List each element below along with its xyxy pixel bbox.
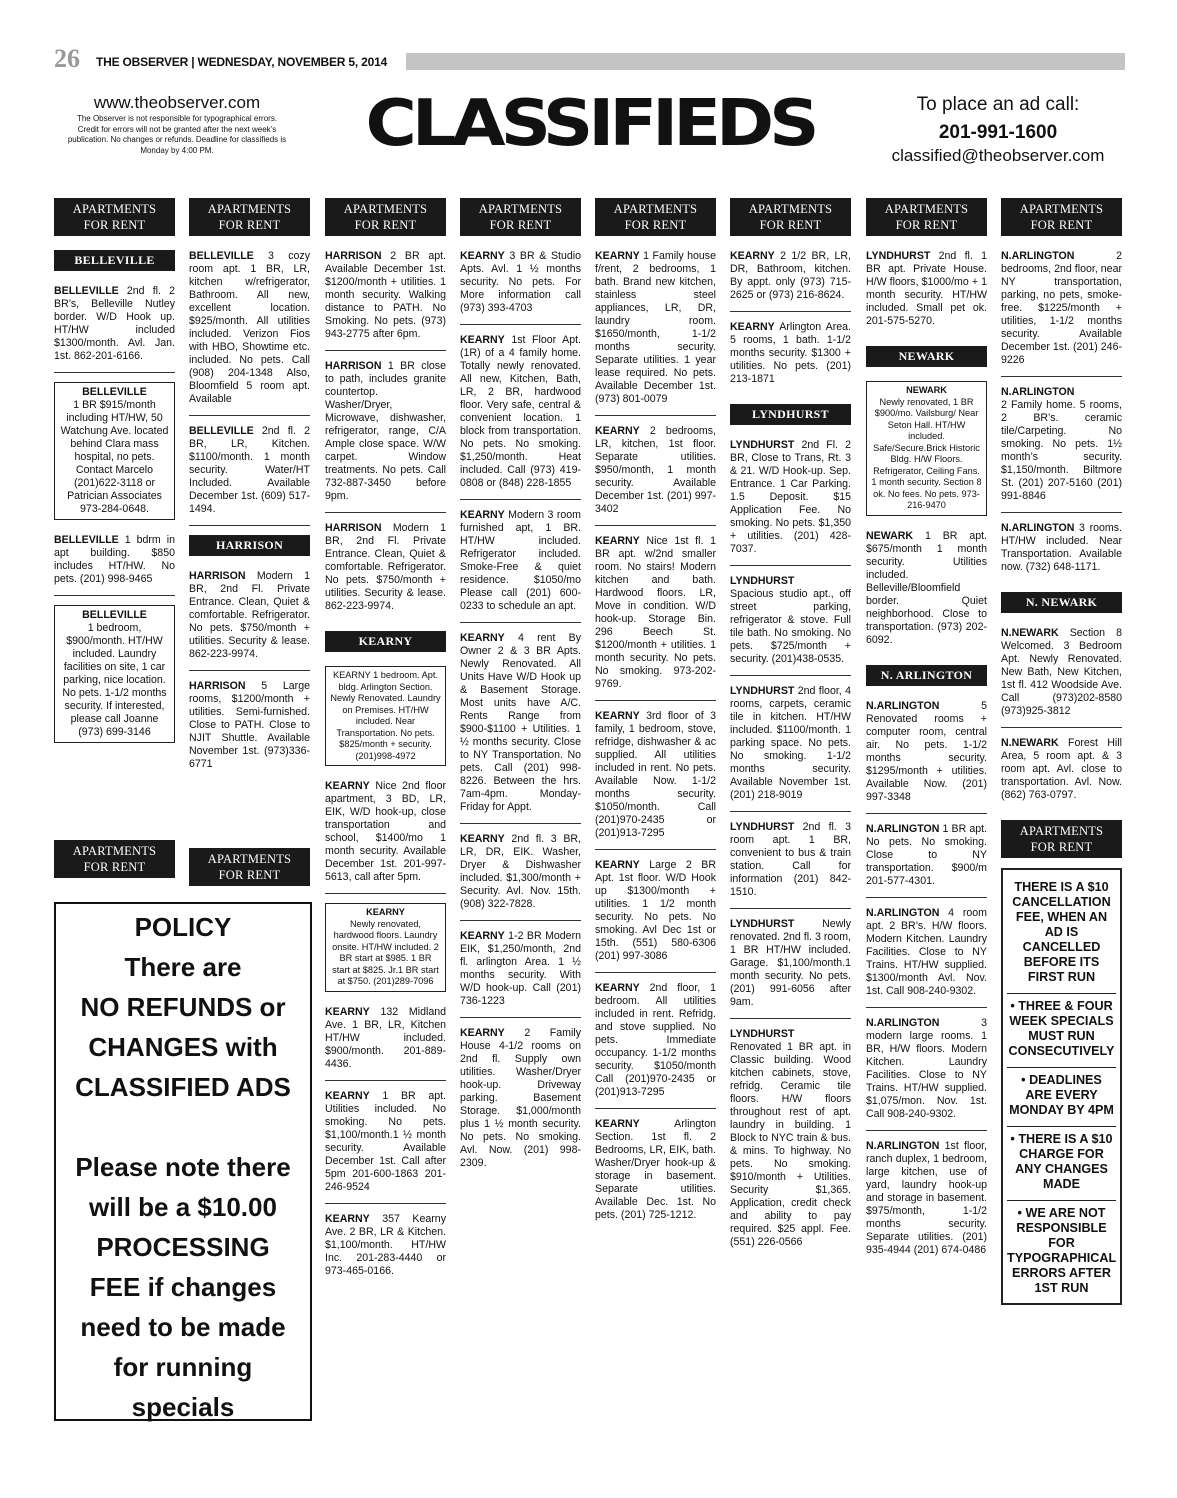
ad-listing: LYNDHURST 2nd floor, 4 rooms, carpets, ceramic tile in kitchen. HT/HW included. $1100/month. 1 parking space. No pets. No smoking. 1-1/2 months security. Available November 1st. (201) 218-9019 (730, 685, 851, 812)
ad-listing: BELLEVILLE 2nd fl. 2 BR, LR, Kitchen. $1100/month. 1 month security. Water/HT Included. Available December 1st. (609) 517-1494. (189, 425, 310, 526)
ad-listing: N.NEWARK Forest Hill Area, 5 room apt. & 3 room apt. Avl. close to transportation. Avl. Now. (862) 763-0797. (1001, 737, 1122, 801)
boxed-ad: BELLEVILLE 1 bedroom, $900/month. HT/HW included. Laundry facilities on site, 1 car parking, nice location. No pets. 1-1/2 months security. If interested, please call Joanne (973) 699-3146 (54, 605, 175, 743)
section-header: APARTMENTS FOR RENT (189, 848, 310, 886)
ad-town: BELLEVILLE (189, 425, 254, 437)
ad-listing: BELLEVILLE 2nd fl. 2 BR’s, Belleville Nutley border. W/D Hook up. HT/HW included $1300/month. Avl. Jan. 1st. 862-201-6166. (54, 285, 175, 373)
contact-phone[interactable]: 201-991-1600 (938, 122, 1058, 143)
ad-town: KEARNY (595, 982, 640, 994)
section-header: APARTMENTS FOR RENT (189, 198, 310, 236)
ad-listing: KEARNY 1 Family house f/rent, 2 bedrooms, 1 bath. Brand new kitchen, stainless steel appliances, LR, DR, laundry room. $1650/month, 1-1/2 months security. Separate utilities. 1 year lease required. No pets. Available December 1st. (973) 801-0079 (595, 250, 716, 416)
ad-town: N.ARLINGTON (866, 1139, 940, 1152)
ad-town: N.ARLINGTON (866, 699, 940, 712)
town-header: NEWARK (866, 346, 987, 367)
section-header: APARTMENTS FOR RENT (460, 198, 581, 236)
boxed-ad: KEARNY Newly renovated, hardwood floors. Laundry onsite. HT/HW included. 2 BR start at $985. 1 BR start at $825. Jr.1 BR start at $750. (201)289-7096 (325, 903, 446, 992)
notice-item: • THERE IS A $10 CHARGE FOR ANY CHANGES MADE (1007, 1127, 1116, 1201)
ad-listing: N.ARLINGTON 3 rooms. HT/HW included. Near Transportation. Available now. (732) 648-1171. (1001, 522, 1122, 573)
ad-town: KEARNY (460, 509, 505, 521)
town-header: N. NEWARK (1001, 592, 1122, 613)
ad-town: N.ARLINGTON (866, 906, 940, 919)
ad-town: KEARNY (460, 250, 505, 262)
ad-listing: BELLEVILLE 3 cozy room apt. 1 BR, LR, kitchen w/refrigerator, Bathroom. All new, excellent location. $925/month. All utilities included. Verizon Fios with HBO, Showtime etc. included. No pets. Call (908) 204-1348 Also, Bloomfield 5 room apt. Available (189, 250, 310, 416)
section-header: APARTMENTS FOR RENT (1001, 820, 1122, 858)
ad-listing: KEARNY 2nd floor, 1 bedroom. All utilities included in rent. Refridg. and stove supplied. No pets. Immediate occupancy. 1-1/2 months security. $1050/month Call (201)970-2435 or (201)913-7295 (595, 982, 716, 1109)
ad-town: KEARNY (730, 321, 775, 333)
ad-town: LYNDHURST (866, 250, 931, 262)
ad-listing: LYNDHURST Newly renovated. 2nd fl. 3 room, 1 BR HT/HW included. Garage. $1,100/month.1 month security. No pets. (201) 991-6056 after 9am. (730, 918, 851, 1019)
ad-listing: KEARNY 2nd fl. 3 BR, LR, DR, EIK. Washer, Dryer & Dishwasher included. $1,300/month + Security. Avl. Nov. 15th. (908) 322-7828. (460, 833, 581, 921)
boxed-ad: KEARNY 1 bedroom. Apt. bldg. Arlington Section. Newly Renovated. Laundry on Premises. HT/HW included. Near Transportation. No pets. $825/month + security. (201)998-4972 (325, 666, 446, 766)
ad-listing: KEARNY Nice 2nd floor apartment, 3 BD, LR, EIK, W/D hook-up, close transportation and school, $1400/mo 1 month security. Available December 1st. 201-997-5613, call after 5pm. (325, 780, 446, 894)
ad-town: LYNDHURST (730, 685, 795, 697)
ad-listing: KEARNY Nice 1st fl. 1 BR apt. w/2nd smaller room. No stairs! Modern kitchen and bath. Hardwood floors. LR, Move in condition. W/D hook-up. Storage Bin. 296 Beech St. $1200/month + utilities. 1 month security. No pets. No smoking. 973-202-9769. (595, 535, 716, 701)
ad-town: KEARNY (595, 859, 640, 871)
site-info (66, 93, 288, 156)
ad-listing: KEARNY 357 Kearny Ave. 2 BR, LR & Kitchen. $1,100/month. HT/HW Inc. 201-283-4440 or 973-465-0166. (325, 1212, 446, 1277)
boxed-ad: BELLEVILLE 1 BR $915/month including HT/HW, 50 Watchung Ave. located behind Clara mass hospital, no pets. Contact Marcelo (201)622-3118 or Patrician Associates 973-284-0648. (54, 382, 175, 520)
ad-listing: LYNDHURST 2nd fl. 3 room apt. 1 BR, convenient to bus & train station. Call for information (201) 842-1510. (730, 821, 851, 909)
ad-town: KEARNY (325, 1212, 370, 1225)
ad-town: LYNDHURST (730, 575, 795, 587)
ad-town: KEARNY (460, 334, 505, 346)
ad-town: KEARNY (325, 1005, 370, 1018)
ad-listing: KEARNY Arlington Section. 1st fl. 2 Bedrooms, LR, EIK, bath. Washer/Dryer hook-up & storage in basement. Separate utilities. Available Dec. 1st. No pets. (201) 725-1212. (595, 1118, 716, 1221)
ad-town: HARRISON (325, 360, 382, 372)
ad-town: LYNDHURST (730, 439, 795, 451)
classified-column (54, 198, 175, 874)
classified-column (595, 198, 716, 1240)
ad-listing: HARRISON Modern 1 BR, 2nd Fl. Private Entrance. Clean, Quiet & comfortable. Refrigerator. No pets. $750/month + utilities. Security & lease. 862-223-9974. (189, 570, 310, 671)
notice-item: • WE ARE NOT RESPONSIBLE FOR TYPOGRAPHICAL ERRORS AFTER 1ST RUN (1007, 1206, 1117, 1295)
ad-town: BELLEVILLE (189, 250, 254, 262)
ad-town: N.ARLINGTON (866, 822, 940, 835)
ad-town: KEARNY (460, 1027, 505, 1039)
website-url[interactable]: www.theobserver.com (93, 93, 261, 112)
masthead-line: THE OBSERVER | WEDNESDAY, NOVEMBER 5, 2014 (96, 55, 388, 69)
boxed-ad: NEWARK Newly renovated, 1 BR $900/mo. Vailsburg/ Near Seton Hall. HT/HW included. Safe/Secure.Brick Historic Bldg. H/W Floors. Refrigerator, Ceiling Fans. 1 month security. Section 8 ok. No fees. No pets. 973-216-9470 (866, 381, 987, 516)
section-title: CLASSIFIEDS (365, 85, 815, 161)
ad-town: LYNDHURST (730, 918, 795, 930)
ad-listing: KEARNY 1 BR apt. Utilities included. No smoking. No pets. $1,100/month.1 ½ month security. Available December 1st. Call after 5pm 201-600-1863 201-246-9524 (325, 1090, 446, 1204)
ad-town: KEARNY (460, 930, 505, 942)
ad-listing: KEARNY 132 Midland Ave. 1 BR, LR, Kitchen HT/HW included. $900/month. 201-889-4436. (325, 1006, 446, 1081)
section-header: APARTMENTS FOR RENT (866, 198, 987, 236)
ad-town: HARRISON (189, 570, 246, 582)
classified-column (866, 198, 987, 1275)
ad-listing: NEWARK 1 BR apt. $675/month 1 month security. Utilities included. Belleville/Bloomfield border. Quiet neighborhood. Close to transportation. (973) 202-6092. (866, 529, 987, 646)
ad-town: KEARNY (595, 250, 640, 262)
ad-town: LYNDHURST (730, 1028, 795, 1040)
section-header: APARTMENTS FOR RENT (1001, 198, 1122, 236)
notice-item: • DEADLINES ARE EVERY MONDAY BY 4PM (1007, 1068, 1116, 1127)
contact-info (868, 94, 1128, 166)
ad-listing: N.ARLINGTON 2 bedrooms, 2nd floor, near NY transportation, parking, no pets, smoke-free. $1225/month + utilities, 1-1/2 months security. Available December 1st. (201) 246-9226 (1001, 250, 1122, 377)
ad-town: NEWARK (866, 529, 914, 542)
ad-listing: HARRISON 2 BR apt. Available December 1st. $1200/month + utilities. 1 month security. Walking distance to PATH. No Smoking. No pets. (973) 943-2775 after 6pm. (325, 250, 446, 351)
classified-column (325, 198, 446, 1296)
ad-listing: KEARNY 2 bedrooms, LR, kitchen, 1st floor. Separate utilities. $950/month, 1 month security. Available December 1st. (201) 997-3402 (595, 425, 716, 526)
ad-listing: N.ARLINGTON 4 room apt. 2 BR’s. H/W floors. Modern Kitchen. Laundry Facilities. Close to NY Trains. HT/HW supplied. $1300/month Avl. Nov. 1st. Call 908-240-9302. (866, 907, 987, 1008)
ad-listing: KEARNY 1-2 BR Modern EIK, $1,250/month, 2nd fl. arlington Area. 1 ½ months security. With W/D hook-up. Call (201) 736-1223 (460, 930, 581, 1018)
ad-listing: KEARNY 2 1/2 BR, LR, DR, Bathroom, kitchen. By appt. only (973) 715-2625 or (973) 216-8624. (730, 250, 851, 312)
ad-listing: KEARNY Arlington Area. 5 rooms, 1 bath. 1-1/2 months security. $1300 + utilities. No pets. (201) 213-1871 (730, 321, 851, 385)
ad-town: HARRISON (325, 250, 382, 262)
ad-town: KEARNY (460, 833, 505, 845)
ad-listing: N.ARLINGTON 1st floor, ranch duplex, 1 bedroom, large kitchen, use of yard, laundry hook-up and storage in basement. $975/month, 1-1/2 months security. Separate utilities. (201) 935-4944 (201) 674-0486 (866, 1139, 987, 1256)
ad-town: BELLEVILLE (54, 534, 119, 546)
ad-town: N.ARLINGTON (1001, 250, 1075, 262)
ad-town: KEARNY (325, 780, 370, 792)
ad-listing: KEARNY 3 BR & Studio Apts. Avl. 1 ½ months security. No pets. For More information call (973) 393-4703 (460, 250, 581, 325)
disclaimer: The Observer is not responsible for typographical errors. Credit for errors will not be granted after the next week’s publication. No changes or refunds. Deadline for classifieds is Monday by 4:00 PM. (67, 114, 287, 155)
ad-listing: LYNDHURST 2nd Fl. 2 BR, Close to Trans, Rt. 3 & 21. W/D Hook-up. Sep. Entrance. 1 Car Parking. 1.5 Deposit. $15 Application Fee. No smoking. No pets. $1,350 + utilities. (201) 428-7037. (730, 439, 851, 566)
ad-listing: KEARNY Modern 3 room furnished apt, 1 BR. HT/HW included. Refrigerator included. Smoke-Free & quiet residence. $1050/mo Please call (201) 600-0233 to schedule an apt. (460, 509, 581, 623)
ad-town: N.NEWARK (1001, 627, 1059, 639)
ad-listing: LYNDHURST 2nd fl. 1 BR apt. Private House. H/W floors, $1000/mo + 1 month security. HT/HW included. Small pet ok. 201-575-5270. (866, 250, 987, 327)
ad-listing: N.ARLINGTON 5 Renovated rooms + computer room, central air. No pets. 1-1/2 months security. $1295/month + utilities. Available Now. (201) 997-3348 (866, 700, 987, 814)
ad-town: KEARNY (325, 1089, 370, 1102)
ad-listing: KEARNY 1st Floor Apt. (1R) of a 4 family home. Totally newly renovated. All new, Kitchen, Bath, LR, 2 BR, hardwood floor. Very safe, central & convenient location. 1 block from transportation. No pets. No smoking. $1,250/month. Heat included. Call (973) 419-0808 or (848) 228-1855 (460, 334, 581, 500)
town-header: BELLEVILLE (54, 250, 175, 271)
classified-column (189, 198, 310, 882)
ad-town: KEARNY (730, 250, 775, 262)
page-header (54, 44, 1125, 73)
notice-item: • THREE & FOUR WEEK SPECIALS MUST RUN CONSECUTIVELY (1007, 994, 1116, 1068)
ad-town: KEARNY (595, 535, 640, 547)
ad-town: HARRISON (189, 680, 246, 692)
town-header: HARRISON (189, 535, 310, 556)
ad-town: LYNDHURST (730, 821, 795, 833)
ad-listing: HARRISON 5 Large rooms, $1200/month + utilities. Semi-furnished. Close to PATH. Close to NJIT Shuttle. Available November 1st. (973)336-6771 (189, 680, 310, 770)
ad-town: KEARNY (595, 425, 640, 437)
ad-listing: BELLEVILLE 1 bdrm in apt building. $850 includes HT/HW. No pets. (201) 998-9465 (54, 534, 175, 596)
section-header: APARTMENTS FOR RENT (730, 198, 851, 236)
town-header: N. ARLINGTON (866, 665, 987, 686)
ad-listing: KEARNY 3rd floor of 3 family, 1 bedroom, stove, refridge, dishwasher & ac supplied. All utilities included in rent. No pets. Available Now. 1-1/2 months security. $1050/month. Call (201)970-2435 or (201)913-7295 (595, 710, 716, 850)
section-header: APARTMENTS FOR RENT (54, 198, 175, 236)
ad-listing: LYNDHURST Renovated 1 BR apt. in Classic building. Wood kitchen cabinets, stove, refridg. Ceramic tile floors. H/W floors throughout rest of apt. laundry in building. 1 Block to NYC train & bus. & mins. To highway. No pets. No smoking. $910/month + Utilities. Security $1,365. Application, credit check and ability to pay required. $25 appl. Fee. (551) 226-0566 (730, 1028, 851, 1248)
ad-listing: HARRISON 1 BR close to path, includes granite countertop. Washer/Dryer, Microwave, dishwasher, refrigerator, range, C/A Ample close space. W/W carpet. Window treatments. No pets. Call 732-887-3450 before 9pm. (325, 360, 446, 513)
ad-listing: KEARNY 2 Family House 4-1/2 rooms on 2nd fl. Supply own utilities. Washer/Dryer hook-up. Driveway parking. Basement Storage. $1,000/month plus 1 ½ month security. No pets. No smoking. Avl. Now. (201) 998-2309. (460, 1027, 581, 1169)
town-header: LYNDHURST (730, 404, 851, 425)
ad-listing: HARRISON Modern 1 BR, 2nd Fl. Private Entrance. Clean, Quiet & comfortable. Refrigerator. No pets. $750/month + utilities. Security & lease. 862-223-9974. (325, 522, 446, 612)
ad-listing: N.ARLINGTON 2 Family home. 5 rooms, 2 BR’s. ceramic tile/Carpeting. No smoking. No pets. 1½ month’s security. $1,150/month. Biltmore St. (201) 207-5160 (201) 991-8846 (1001, 386, 1122, 513)
ad-listing: KEARNY Large 2 BR Apt. 1st floor. W/D Hook up $1300/month + utilities. 1 1/2 month security. No pets. No smoking. Avl Dec 1st or 15th. (551) 580-6306 (201) 997-3086 (595, 859, 716, 973)
town-header: KEARNY (325, 631, 446, 652)
page-number: 26 (54, 44, 80, 73)
ad-town: KEARNY (460, 632, 505, 644)
ad-listing: N.NEWARK Section 8 Welcomed. 3 Bedroom Apt. Newly Renovated. New Bath, New Kitchen, 1st fl. 412 Woodside Ave. Call (973)202-8580 (973)925-3812 (1001, 627, 1122, 728)
contact-label: To place an ad call: (916, 94, 1080, 115)
ad-listing: N.ARLINGTON 3 modern large rooms. 1 BR, H/W floors. Modern Kitchen. Laundry Facilities. Close to NY Trains. HT/HW supplied. $1,075/mon. Nov. 1st. Call 908-240-9302. (866, 1017, 987, 1131)
ad-town: KEARNY (595, 710, 640, 722)
classified-column (730, 198, 851, 1267)
ad-town: N.ARLINGTON (1001, 386, 1075, 398)
notice-item: THERE IS A $10 CANCELLATION FEE, WHEN AN AD IS CANCELLED BEFORE ITS FIRST RUN (1007, 875, 1116, 994)
contact-email[interactable]: classified@theobserver.com (891, 146, 1105, 165)
section-header: APARTMENTS FOR RENT (54, 840, 175, 878)
ad-listing: KEARNY 4 rent By Owner 2 & 3 BR Apts. Newly Renovated. All Units Have W/D Hook up & Basement Storage. Most units have A/C. Rents Range from $900-$1100 + Utilities. 1 ½ months security. Close to NY Transportation. No pets. Call (201) 998-8226. Between the hrs. 7am-4pm. Monday-Friday for Appt. (460, 632, 581, 824)
ad-listing: N.ARLINGTON 1 BR apt. No pets. No smoking. Close to NY transportation. $900/m 201-577-4301. (866, 823, 987, 898)
ad-town: HARRISON (325, 522, 382, 534)
header-bar (406, 53, 1125, 70)
classified-column (1001, 198, 1122, 1305)
policy-box: POLICY There are NO REFUNDS or CHANGES with CLASSIFIED ADS Please note there will be a $10.00 PROCESSING FEE if changes need to be made for running specials (54, 902, 312, 1421)
ad-town: N.ARLINGTON (1001, 522, 1075, 534)
section-header: APARTMENTS FOR RENT (325, 198, 446, 236)
ad-town: KEARNY (595, 1118, 640, 1130)
classified-column (460, 198, 581, 1188)
ad-town: N.NEWARK (1001, 737, 1059, 749)
section-header: APARTMENTS FOR RENT (595, 198, 716, 236)
ad-listing: LYNDHURST Spacious studio apt., off street parking, refrigerator & stove. Full tile bath. No smoking. No pets. $725/month + security. (201)438-0535. (730, 575, 851, 676)
ad-town: BELLEVILLE (54, 285, 119, 297)
notice-box (1001, 868, 1122, 1305)
ad-town: N.ARLINGTON (866, 1016, 940, 1029)
